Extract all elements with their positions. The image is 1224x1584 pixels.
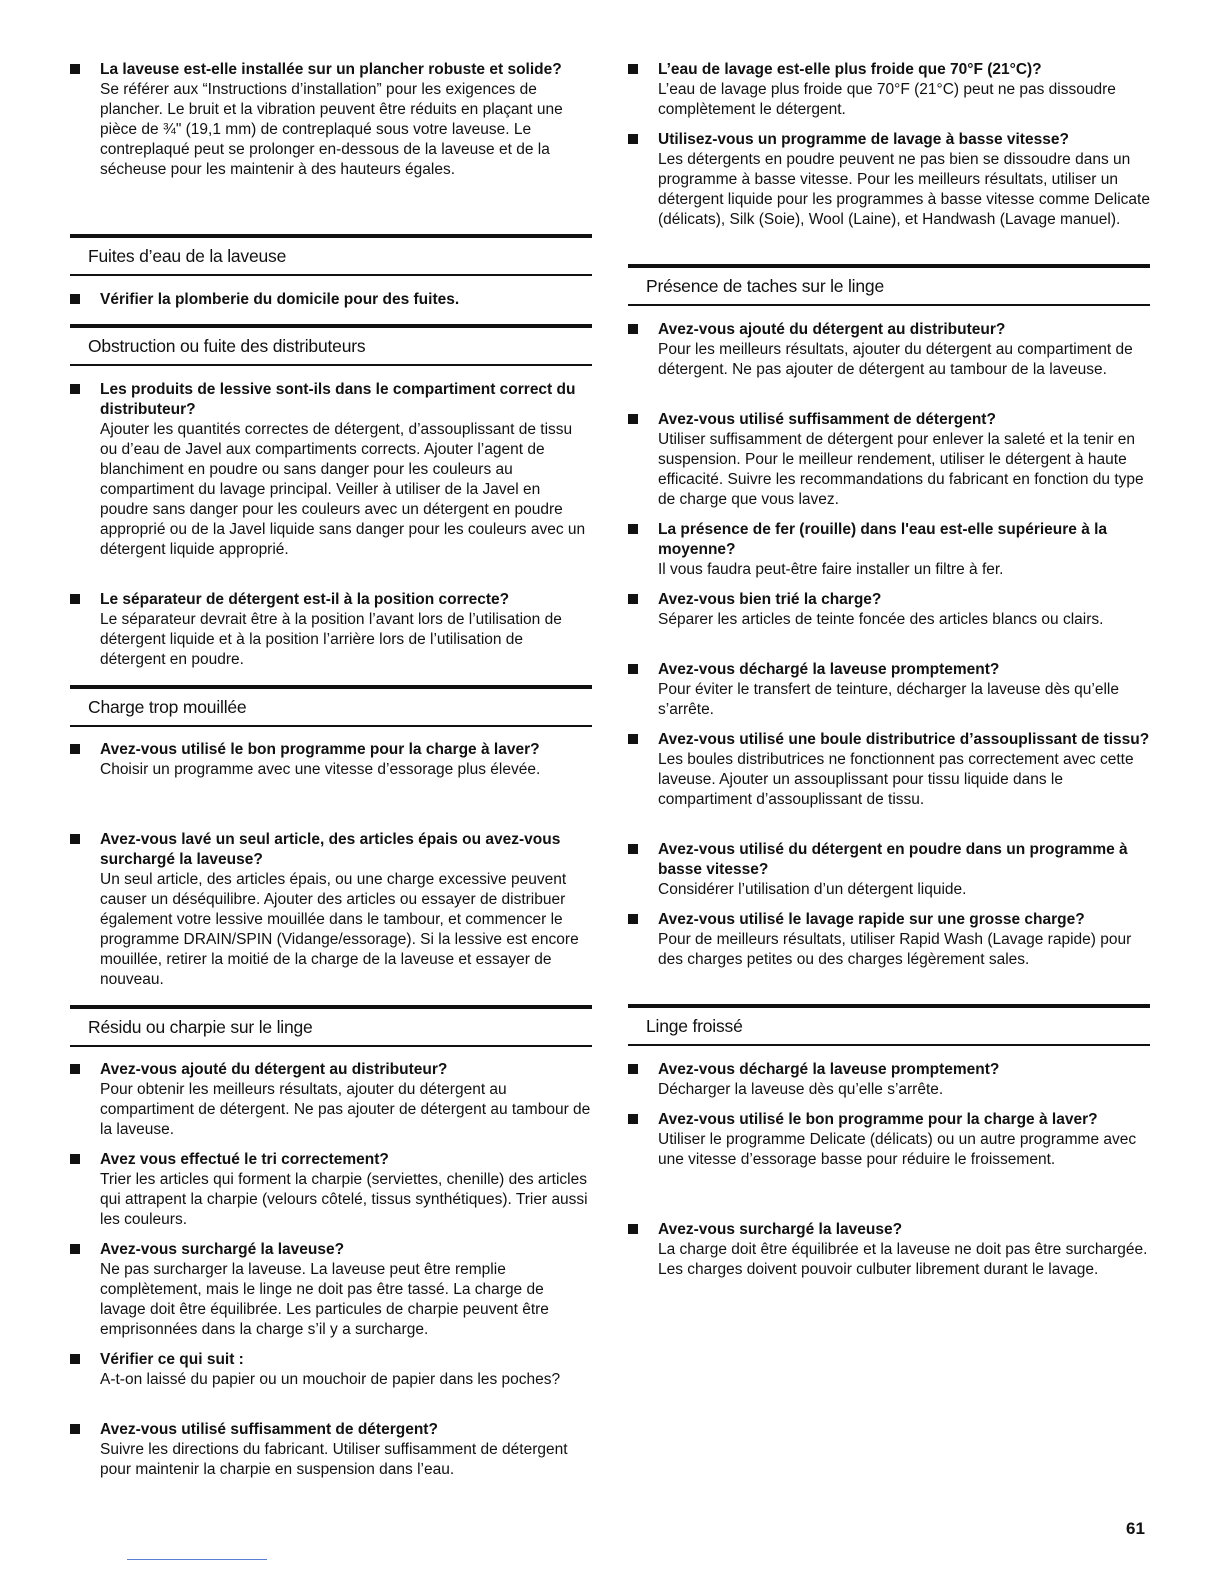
section-header — [70, 234, 592, 276]
answer: Il vous faudra peut-être faire installer un filtre à fer. — [658, 561, 1004, 578]
question: Avez-vous utilisé le lavage rapide sur une grosse charge? — [658, 911, 1085, 928]
bullet-icon — [70, 1064, 80, 1074]
question: Avez-vous surchargé la laveuse? — [100, 1241, 345, 1258]
question: Vérifier la plomberie du domicile pour des fuites. — [100, 291, 460, 308]
answer: Pour les meilleurs résultats, ajouter du détergent au compartiment de détergent. Ne pas ajouter de détergent au tambour de la laveuse. — [658, 341, 1133, 378]
section-header — [70, 324, 592, 366]
bullet-icon — [628, 1064, 638, 1074]
list-item — [628, 1220, 1150, 1280]
question: Avez-vous utilisé le bon programme pour la charge à laver? — [658, 1111, 1098, 1128]
answer: Un seul article, des articles épais, ou une charge excessive peuvent causer un déséquilibre. Ajouter des articles ou essayer de distribuer également votre lessive mouillée dans le tambour, et commencer le programme DRAIN/SPIN (Vidange/essorage). Si la lessive est encore mouillée, retirer la moitié de la charge de la laveuse et essayer de nouveau. — [100, 871, 579, 988]
answer: Pour de meilleurs résultats, utiliser Rapid Wash (Lavage rapide) pour des charges petites ou des charges légèrement sales. — [658, 931, 1132, 968]
section-header — [628, 264, 1150, 306]
question: Avez-vous ajouté du détergent au distributeur? — [100, 1061, 448, 1078]
list-item — [70, 380, 592, 560]
question: L’eau de lavage est-elle plus froide que 70°F (21°C)? — [658, 61, 1042, 78]
bullet-icon — [628, 524, 638, 534]
question: La présence de fer (rouille) dans l'eau est-elle supérieure à la moyenne? — [658, 521, 1108, 558]
section-header — [628, 1004, 1150, 1046]
question: Avez-vous surchargé la laveuse? — [658, 1221, 903, 1238]
bullet-icon — [628, 1114, 638, 1124]
answer: Pour éviter le transfert de teinture, décharger la laveuse dès qu’elle s’arrête. — [658, 681, 1119, 718]
list-item — [628, 1060, 999, 1100]
answer: Utiliser suffisamment de détergent pour enlever la saleté et la tenir en suspension. Pour le meilleur rendement, utiliser le détergent à haute efficacité. Suivre les recommandations du fabricant en fonction du type de charge que vous lavez. — [658, 431, 1144, 508]
answer: Considérer l’utilisation d’un détergent liquide. — [658, 881, 967, 898]
answer: Pour obtenir les meilleurs résultats, ajouter du détergent au compartiment de détergent. Ne pas ajouter de détergent au tambour de la laveuse. — [100, 1081, 591, 1138]
list-item — [628, 1110, 1150, 1170]
answer: Utiliser le programme Delicate (délicats) ou un autre programme avec une vitesse d’essorage basse pour réduire le froissement. — [658, 1131, 1137, 1168]
bullet-icon — [628, 734, 638, 744]
list-item — [70, 290, 459, 310]
question: Avez-vous utilisé suffisamment de détergent? — [100, 1421, 438, 1438]
answer: Ne pas surcharger la laveuse. La laveuse peut être remplie complètement, mais le linge ne doit pas être tassé. La charge de lavage doit être équilibrée. Les particules de charpie peuvent être emprisonnées dans la charge s’il y a surcharge. — [100, 1261, 549, 1338]
list-item — [70, 1060, 592, 1140]
question: Avez-vous ajouté du détergent au distributeur? — [658, 321, 1006, 338]
answer: Les boules distributrices ne fonctionnent pas correctement avec cette laveuse. Ajouter un assouplissant pour tissu liquide dans le compartiment d’assouplissant de tissu. — [658, 751, 1134, 808]
list-item — [628, 590, 1103, 630]
bullet-icon — [628, 324, 638, 334]
question: Le séparateur de détergent est-il à la position correcte? — [100, 591, 510, 608]
list-item — [628, 60, 1150, 120]
list-item — [70, 830, 592, 990]
question: Avez-vous lavé un seul article, des articles épais ou avez-vous surchargé la laveuse? — [100, 831, 561, 868]
bullet-icon — [70, 1154, 80, 1164]
question: Avez-vous bien trié la charge? — [658, 591, 882, 608]
bullet-icon — [628, 64, 638, 74]
answer: Choisir un programme avec une vitesse d’essorage plus élevée. — [100, 761, 541, 778]
bullet-icon — [628, 914, 638, 924]
question: Vérifier ce qui suit : — [100, 1351, 244, 1368]
page-number: 61 — [1126, 1519, 1145, 1538]
list-item — [628, 730, 1150, 810]
section-title: Fuites d’eau de la laveuse — [88, 246, 287, 266]
list-item — [70, 60, 592, 180]
bullet-icon — [628, 414, 638, 424]
answer: La charge doit être équilibrée et la laveuse ne doit pas être surchargée. Les charges doivent pouvoir culbuter librement durant le lavage. — [658, 1241, 1148, 1278]
section-title: Obstruction ou fuite des distributeurs — [88, 336, 366, 356]
link-underline — [127, 1559, 267, 1560]
bullet-icon — [628, 1224, 638, 1234]
answer: Suivre les directions du fabricant. Utiliser suffisamment de détergent pour maintenir la charpie en suspension dans l’eau. — [100, 1441, 568, 1478]
answer: Les détergents en poudre peuvent ne pas bien se dissoudre dans un programme à basse vitesse. Pour les meilleurs résultats, utiliser un détergent liquide pour les programmes à basse vitesse comme Delicate (délicats), Silk (Soie), Wool (Laine), et Handwash (Lavage manuel). — [658, 151, 1150, 228]
section-title: Présence de taches sur le linge — [646, 276, 884, 296]
answer: Se référer aux “Instructions d’installation” pour les exigences de plancher. Le bruit et la vibration peuvent être réduits en plaçant une pièce de ¾" (19,1 mm) de contreplaqué sous votre laveuse. Le contreplaqué peut se prolonger en-dessous de la laveuse et de la sécheuse pour les maintenir à des hauteurs égales. — [100, 81, 563, 178]
answer: Trier les articles qui forment la charpie (serviettes, chenille) des articles qui attrapent la charpie (velours côtelé, tissus synthétiques). Trier aussi les couleurs. — [100, 1171, 588, 1228]
bullet-icon — [70, 744, 80, 754]
list-item — [628, 410, 1150, 510]
section-title: Charge trop mouillée — [88, 697, 247, 717]
answer: Décharger la laveuse dès qu’elle s’arrête. — [658, 1081, 944, 1098]
answer: Le séparateur devrait être à la position l’avant lors de l’utilisation de détergent liquide et à la position l’arrière lors de l’utilisation de détergent en poudre. — [100, 611, 562, 668]
list-item — [628, 520, 1150, 580]
question: Avez vous effectué le tri correctement? — [100, 1151, 389, 1168]
question: Utilisez-vous un programme de lavage à basse vitesse? — [658, 131, 1069, 148]
list-item — [70, 740, 540, 780]
bullet-icon — [70, 1424, 80, 1434]
question: Avez-vous utilisé une boule distributrice d’assouplissant de tissu? — [658, 731, 1150, 748]
question: Les produits de lessive sont-ils dans le compartiment correct du distributeur? — [100, 381, 576, 418]
question: Avez-vous déchargé la laveuse promptement? — [658, 661, 1000, 678]
bullet-icon — [70, 594, 80, 604]
bullet-icon — [70, 294, 80, 304]
section-header — [70, 685, 592, 727]
list-item — [628, 840, 1150, 900]
list-item — [70, 1420, 592, 1480]
bullet-icon — [628, 664, 638, 674]
question: Avez-vous utilisé suffisamment de détergent? — [658, 411, 996, 428]
bullet-icon — [70, 1354, 80, 1364]
answer: L’eau de lavage plus froide que 70°F (21°C) peut ne pas dissoudre complètement le détergent. — [658, 81, 1116, 118]
bullet-icon — [628, 594, 638, 604]
list-item — [628, 910, 1150, 970]
list-item — [70, 1240, 592, 1340]
bullet-icon — [628, 134, 638, 144]
list-item — [628, 320, 1150, 380]
answer: Séparer les articles de teinte foncée des articles blancs ou clairs. — [658, 611, 1104, 628]
section-title: Résidu ou charpie sur le linge — [88, 1017, 313, 1037]
section-title: Linge froissé — [646, 1016, 743, 1036]
bullet-icon — [628, 844, 638, 854]
bullet-icon — [70, 1244, 80, 1254]
question: Avez-vous utilisé le bon programme pour la charge à laver? — [100, 741, 540, 758]
bullet-icon — [70, 384, 80, 394]
bullet-icon — [70, 64, 80, 74]
answer: Ajouter les quantités correctes de détergent, d’assouplissant de tissu ou d’eau de Javel aux compartiments corrects. Ajouter l’agent de blanchiment en poudre ou sans danger pour les couleurs au compartiment du lavage principal. Veiller à utiliser de la Javel en poudre sans danger pour les couleurs avec un détergent en poudre approprié ou de la Javel liquide sans danger pour les couleurs avec un détergent liquide approprié. — [100, 421, 586, 558]
question: Avez-vous utilisé du détergent en poudre dans un programme à basse vitesse? — [658, 841, 1128, 878]
list-item — [70, 1150, 592, 1230]
list-item — [70, 590, 592, 670]
question: La laveuse est-elle installée sur un plancher robuste et solide? — [100, 61, 562, 78]
section-header — [70, 1005, 592, 1047]
list-item — [628, 660, 1150, 720]
question: Avez-vous déchargé la laveuse promptement? — [658, 1061, 1000, 1078]
list-item — [70, 1350, 560, 1390]
list-item — [628, 130, 1150, 230]
bullet-icon — [70, 834, 80, 844]
answer: A-t-on laissé du papier ou un mouchoir de papier dans les poches? — [100, 1371, 561, 1388]
